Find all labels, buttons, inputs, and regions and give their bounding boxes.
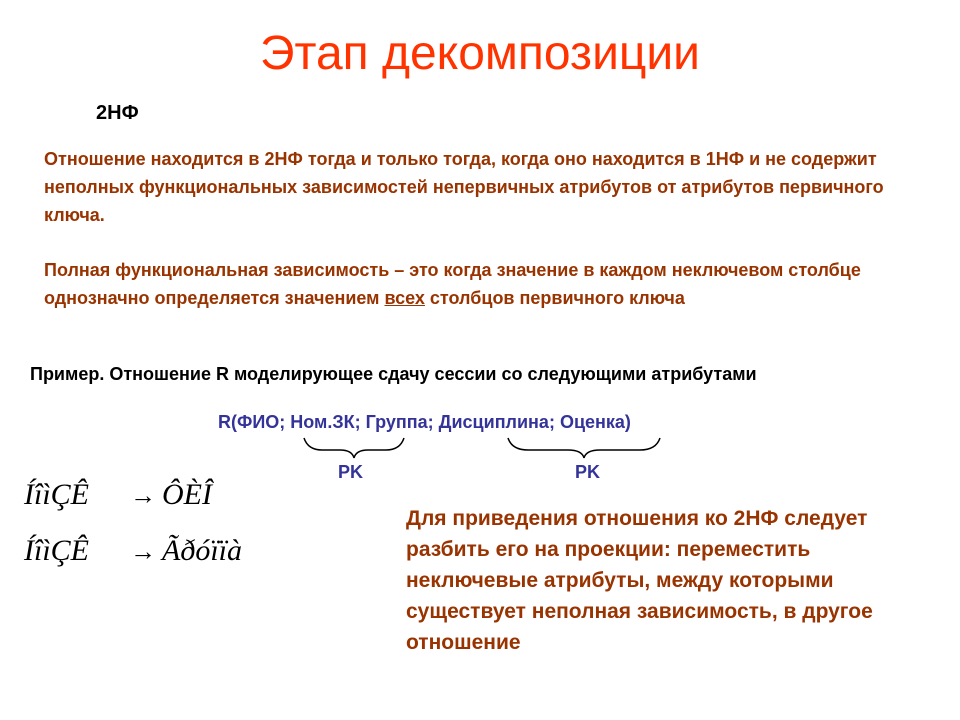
subheading-2nf: 2НФ [96,102,139,124]
dependency-formula-1 [24,478,212,512]
dependency-formula-2 [24,534,242,568]
full-dependency-definition [44,256,944,312]
example-text: Пример. Отношение R моделирующее сдачу сессии со следующими атрибутами [30,364,757,384]
brace-left [304,438,404,458]
relation-schema: R(ФИО; Ном.ЗК; Группа; Дисциплина; Оценка) [218,412,631,432]
formula-2-lhs: ÍîìÇÊ [24,534,89,567]
brace-right [508,438,660,458]
full-dependency-text-start: Полная функциональная зависимость – это когда значение в каждом неключевом столбце однозначно определяется значением [44,260,861,308]
full-dependency-underlined-word: всех [384,288,425,308]
formula-1-lhs: ÍîìÇÊ [24,478,89,511]
arrow-icon: → [130,481,156,510]
conclusion-text: Для приведения отношения ко 2НФ следует разбить его на проекции: переместить неключевые атрибуты, между которыми существует неполная зависимость, в другое отношение [406,507,873,654]
formula-2-rhs: Ãðóïïà [162,534,242,567]
pk-label-1: PK [338,462,364,482]
pk-label-2: PK [575,462,601,482]
arrow-icon: → [130,537,156,566]
definition-2nf: Отношение находится в 2НФ тогда и только тогда, когда оно находится в 1НФ и не содержит неполных функциональных зависимостей непервичных атрибутов от атрибутов первичного ключа. [44,149,884,225]
full-dependency-text-end: столбцов первичного ключа [424,288,685,308]
formula-1-rhs: ÔÈÎ [162,478,212,511]
slide-title: Этап декомпозиции [260,27,700,80]
